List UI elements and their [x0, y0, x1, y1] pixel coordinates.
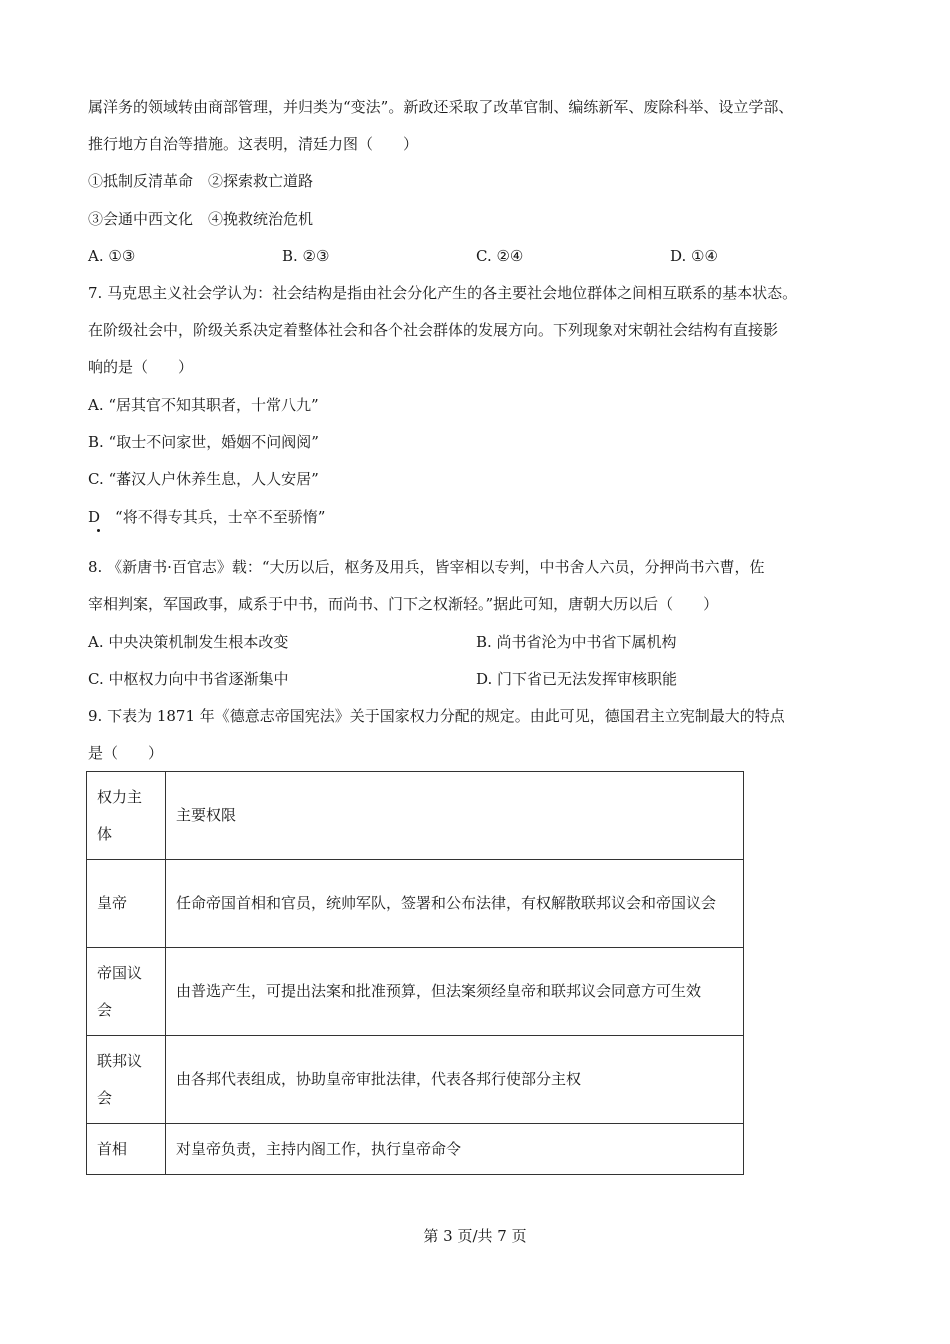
q9-stem-line1: 9. 下表为 1871 年《德意志帝国宪法》关于国家权力分配的规定。由此可见，德国君主立宪制最大的特点: [88, 707, 785, 725]
q7-option-c: C. “蕃汉人户休养生息，人人安居”: [88, 470, 319, 488]
q6-option-a: A. ①③: [88, 247, 136, 265]
table-header-cell: 权力主体: [87, 772, 166, 860]
table-row: [87, 860, 744, 948]
table-cell-powers: 任命帝国首相和官员，统帅军队，签署和公布法律，有权解散联邦议会和帝国议会: [166, 860, 744, 948]
q6-item-b: ③会通中西文化 ④挽救统治危机: [88, 210, 314, 228]
q8-option-d: D. 门下省已无法发挥审核职能: [476, 670, 678, 688]
q7-stem-line3: 响的是（ ）: [88, 358, 194, 376]
table-cell-subject: 首相: [87, 1124, 166, 1175]
table-cell-subject: 帝国议会: [87, 948, 166, 1036]
q7-option-b: B. “取士不问家世，婚姻不问阀阅”: [88, 433, 319, 451]
q8-stem-line1: 8. 《新唐书·百官志》载：“大历以后，枢务及用兵，皆宰相以专判，中书舍人六员，分押尚书六曹，佐: [88, 558, 765, 576]
table-cell-powers: 由普选产生，可提出法案和批准预算，但法案须经皇帝和联邦议会同意方可生效: [166, 948, 744, 1036]
table-row: [87, 1036, 744, 1124]
table-cell-subject: 皇帝: [87, 860, 166, 948]
q9-stem-line2: 是（ ）: [88, 744, 164, 762]
q8-option-b: B. 尚书省沦为中书省下属机构: [476, 633, 677, 651]
q6-option-b: B. ②③: [282, 247, 330, 265]
option-d-dot-mark: [97, 529, 100, 532]
q7-option-d: D “将不得专其兵，士卒不至骄惰”: [88, 508, 326, 526]
q7-stem-line2: 在阶级社会中，阶级关系决定着整体社会和各个社会群体的发展方向。下列现象对宋朝社会结构有直接影: [88, 321, 779, 339]
table-cell-powers: 对皇帝负责，主持内阁工作，执行皇帝命令: [166, 1124, 744, 1175]
table-cell-powers: 由各邦代表组成，协助皇帝审批法律，代表各邦行使部分主权: [166, 1036, 744, 1124]
table-cell-subject: 联邦议会: [87, 1036, 166, 1124]
q8-option-a: A. 中央决策机制发生根本改变: [88, 633, 289, 651]
table-row: [87, 948, 744, 1036]
q6-item-a: ①抵制反清革命 ②探索救亡道路: [88, 172, 314, 190]
table-header-row: [87, 772, 744, 860]
q7-option-a: A. “居其官不知其职者，十常八九”: [88, 396, 319, 414]
q6-option-d: D. ①④: [670, 247, 718, 265]
q8-stem-line2: 宰相判案，军国政事，咸系于中书，而尚书、门下之权渐轻。”据此可知，唐朝大历以后（ ）: [88, 595, 719, 613]
power-distribution-table: [86, 771, 744, 1175]
table-header-cell: 主要权限: [166, 772, 744, 860]
q7-stem-line1: 7. 马克思主义社会学认为：社会结构是指由社会分化产生的各主要社会地位群体之间相互联系的基本状态。: [88, 284, 798, 302]
q6-option-c: C. ②④: [476, 247, 524, 265]
q6-stem-line2: 推行地方自治等措施。这表明，清廷力图（ ）: [88, 135, 419, 153]
page-number-footer: 第 3 页/共 7 页: [423, 1227, 527, 1245]
table-row: [87, 1124, 744, 1175]
q8-option-c: C. 中枢权力向中书省逐渐集中: [88, 670, 289, 688]
q6-stem-line1: 属洋务的领域转由商部管理，并归类为“变法”。新政还采取了改革官制、编练新军、废除科举、设立学部、: [88, 98, 794, 116]
